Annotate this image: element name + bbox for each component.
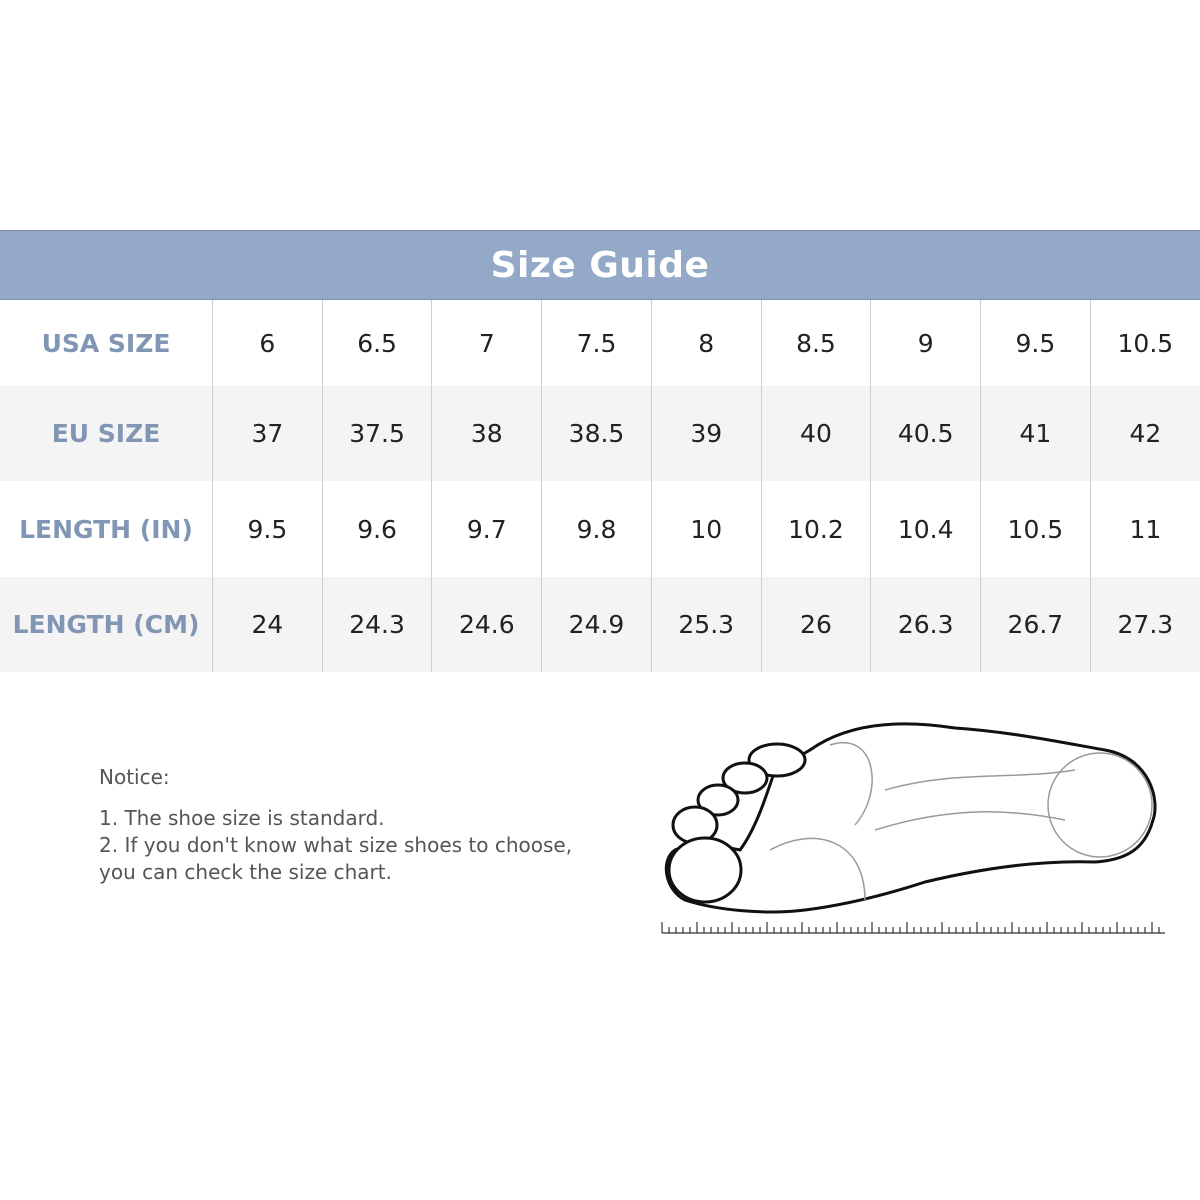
size-cell: 25.3 <box>651 577 761 672</box>
size-cell: 6 <box>213 300 323 386</box>
row-label: LENGTH (IN) <box>19 514 193 544</box>
size-guide-header <box>0 230 1200 300</box>
size-cell: 24.6 <box>432 577 542 672</box>
size-cell: 27.3 <box>1090 577 1200 672</box>
size-cell: 6.5 <box>322 300 432 386</box>
size-cell: 10 <box>651 481 761 577</box>
size-cell: 10.2 <box>761 481 871 577</box>
notice-line: you can check the size chart. <box>99 860 392 884</box>
table-row <box>0 577 1200 672</box>
foot-sole-with-ruler-icon <box>655 710 1175 945</box>
size-cell: 24.9 <box>542 577 652 672</box>
size-cell: 9 <box>871 300 981 386</box>
size-cell: 8 <box>651 300 761 386</box>
size-cell: 37.5 <box>322 386 432 481</box>
notice-title: Notice: <box>99 765 170 789</box>
row-label: USA SIZE <box>41 328 171 358</box>
ruler <box>662 922 1165 933</box>
size-cell: 41 <box>981 386 1091 481</box>
notice-line: 1. The shoe size is standard. <box>99 806 385 830</box>
size-cell: 10.5 <box>1090 300 1200 386</box>
size-cell: 38.5 <box>542 386 652 481</box>
size-cell: 10.4 <box>871 481 981 577</box>
size-cell: 9.6 <box>322 481 432 577</box>
notice-line: 2. If you don't know what size shoes to choose, <box>99 833 573 857</box>
size-cell: 40.5 <box>871 386 981 481</box>
notice-section <box>99 764 572 886</box>
size-cell: 37 <box>213 386 323 481</box>
size-cell: 38 <box>432 386 542 481</box>
table-row <box>0 386 1200 481</box>
size-cell: 26 <box>761 577 871 672</box>
size-cell: 40 <box>761 386 871 481</box>
size-cell: 26.7 <box>981 577 1091 672</box>
size-cell: 8.5 <box>761 300 871 386</box>
size-cell: 7.5 <box>542 300 652 386</box>
size-cell: 24.3 <box>322 577 432 672</box>
size-cell: 24 <box>213 577 323 672</box>
row-label: EU SIZE <box>0 386 213 481</box>
size-cell: 9.5 <box>213 481 323 577</box>
size-cell: 42 <box>1090 386 1200 481</box>
size-cell: 11 <box>1090 481 1200 577</box>
size-cell: 9.5 <box>981 300 1091 386</box>
size-table <box>0 300 1200 672</box>
size-cell: 26.3 <box>871 577 981 672</box>
size-cell: 7 <box>432 300 542 386</box>
size-cell: 39 <box>651 386 761 481</box>
size-cell: 9.8 <box>542 481 652 577</box>
table-row <box>0 481 1200 577</box>
size-cell: 10.5 <box>981 481 1091 577</box>
size-cell: 9.7 <box>432 481 542 577</box>
table-row <box>0 300 1200 386</box>
page-title: Size Guide <box>490 244 710 286</box>
row-label: LENGTH (CM) <box>0 577 213 672</box>
